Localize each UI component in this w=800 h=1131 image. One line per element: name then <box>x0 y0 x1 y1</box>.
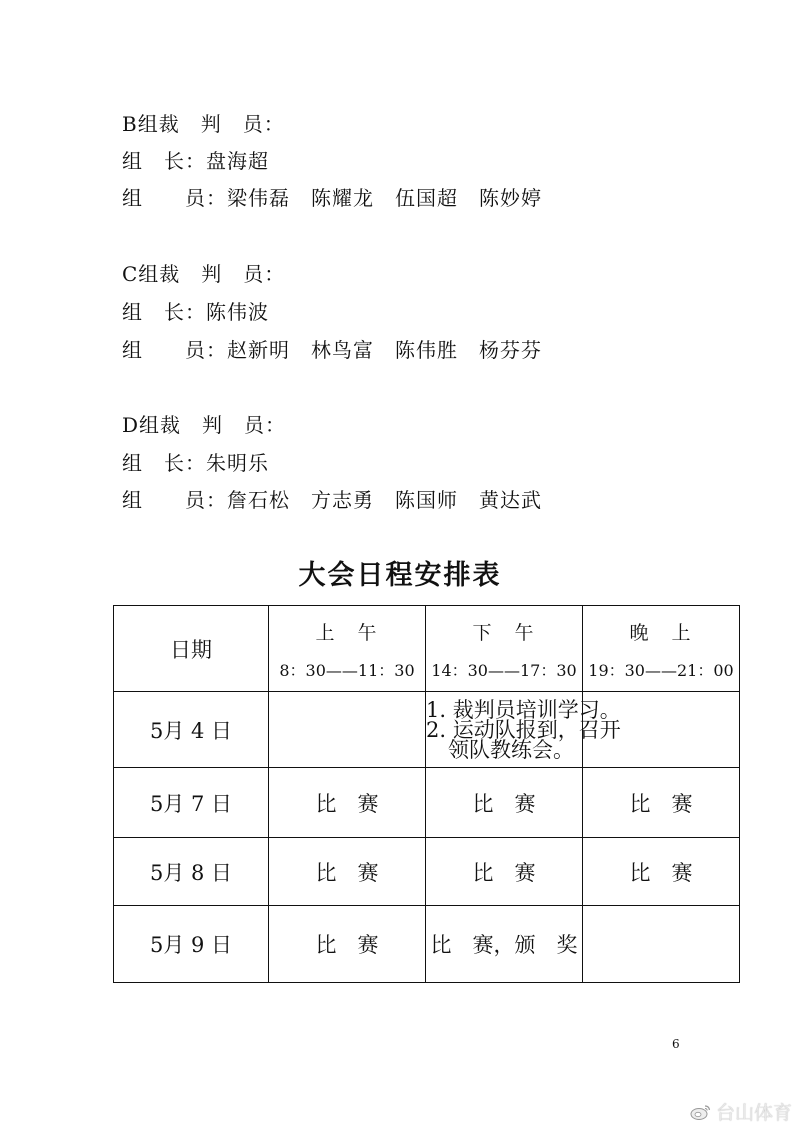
afternoon-cell: 比 赛，颁 奖 <box>426 906 583 983</box>
date-cell: 5月 7 日 <box>114 768 269 838</box>
note-line: 领队教练会。 <box>448 737 574 762</box>
group-b-leader: 组 长：盘海超 <box>122 149 269 173</box>
date-cell: 5月 4 日 <box>114 692 269 768</box>
morning-label: 上 午 <box>315 622 379 644</box>
morning-cell: 比 赛 <box>269 838 426 906</box>
group-c-members: 组 员：赵新明 林鸟富 陈伟胜 杨芬芬 <box>122 338 542 362</box>
date-cell: 5月 8 日 <box>114 838 269 906</box>
evening-cell <box>583 906 740 983</box>
watermark <box>690 1098 792 1125</box>
evening-header <box>583 606 740 692</box>
group-c-heading: C组裁 判 员： <box>122 262 286 286</box>
evening-label: 晚 上 <box>629 622 693 644</box>
weibo-icon <box>690 1103 712 1121</box>
evening-cell: 比 赛 <box>583 838 740 906</box>
table-row <box>114 838 740 906</box>
morning-cell: 比 赛 <box>269 768 426 838</box>
table-row <box>114 768 740 838</box>
afternoon-time: 14：30——17：30 <box>431 661 577 680</box>
group-c-leader: 组 长：陈伟波 <box>122 300 269 324</box>
table-row <box>114 906 740 983</box>
morning-header <box>269 606 426 692</box>
morning-cell: 比 赛 <box>269 906 426 983</box>
afternoon-header <box>426 606 583 692</box>
date-cell: 5月 9 日 <box>114 906 269 983</box>
afternoon-notes-cell <box>426 692 621 768</box>
afternoon-label: 下 午 <box>472 622 536 644</box>
afternoon-cell: 比 赛 <box>426 838 583 906</box>
group-b-heading: B组裁 判 员： <box>122 112 285 136</box>
evening-cell: 比 赛 <box>583 768 740 838</box>
table-row <box>114 692 740 768</box>
date-header: 日期 <box>114 606 269 692</box>
afternoon-cell: 比 赛 <box>426 768 583 838</box>
watermark-text: 台山体育 <box>715 1102 792 1124</box>
morning-cell <box>269 692 426 768</box>
morning-time: 8：30——11：30 <box>279 661 415 680</box>
group-d-members: 组 员：詹石松 方志勇 陈国师 黄达武 <box>122 488 542 512</box>
schedule-table <box>113 605 740 983</box>
group-d-heading: D组裁 判 员： <box>122 413 287 437</box>
page-number: 6 <box>672 1037 680 1051</box>
evening-time: 19：30——21：00 <box>588 661 734 680</box>
note-line: 1. 裁判员培训学习。 <box>426 697 621 722</box>
group-b-members: 组 员：梁伟磊 陈耀龙 伍国超 陈妙婷 <box>122 186 542 210</box>
group-d-leader: 组 长：朱明乐 <box>122 451 269 475</box>
table-header-row <box>114 606 740 692</box>
note-line: 2. 运动队报到，召开 <box>426 717 621 742</box>
schedule-title: 大会日程安排表 <box>298 560 502 591</box>
